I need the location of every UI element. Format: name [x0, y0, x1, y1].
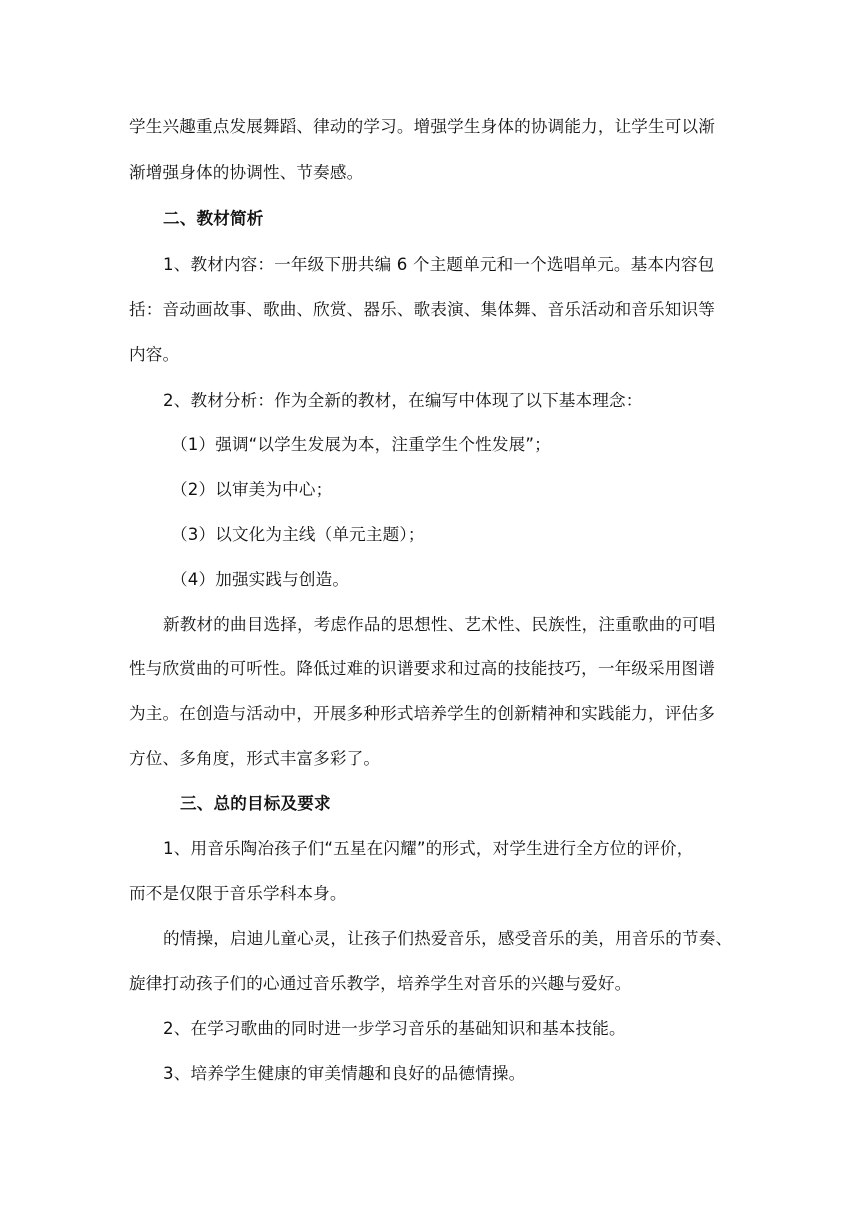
paragraph-line: 渐增强身体的协调性、节奏感。	[129, 163, 364, 182]
paragraph-line: 2、在学习歌曲的同时进一步学习音乐的基础知识和基本技能。	[163, 1019, 626, 1038]
paragraph-line: 性与欣赏曲的可听性。降低过难的识谱要求和过高的技能技巧，一年级采用图谱	[129, 659, 716, 678]
paragraph-line: 的情操，启迪儿童心灵，让孩子们热爱音乐，感受音乐的美，用音乐的节奏、	[163, 929, 733, 948]
list-item: （3）以文化为主线（单元主题）；	[171, 525, 425, 544]
paragraph-line: 新教材的曲目选择，考虑作品的思想性、艺术性、民族性，注重歌曲的可唱	[163, 615, 716, 634]
list-item: （4）加强实践与创造。	[171, 570, 350, 589]
list-item: （1）强调“以学生发展为本，注重学生个性发展”；	[171, 435, 551, 454]
paragraph-line: 1、用音乐陶冶孩子们“五星在闪耀”的形式，对学生进行全方位的评价，	[163, 839, 694, 858]
paragraph-line: 旋律打动孩子们的心通过音乐教学，培养学生对音乐的兴趣与爱好。	[129, 974, 632, 993]
paragraph-line: 方位、多角度，形式丰富多彩了。	[129, 749, 381, 768]
paragraph-line: 3、培养学生健康的审美情趣和良好的品德情操。	[163, 1064, 526, 1083]
section-heading: 二、教材简析	[163, 209, 264, 228]
list-item: （2）以审美为中心；	[171, 480, 333, 499]
section-heading: 三、总的目标及要求	[180, 794, 331, 813]
paragraph-line: 2、教材分析：作为全新的教材，在编写中体现了以下基本理念：	[163, 391, 643, 410]
paragraph-line: 而不是仅限于音乐学科本身。	[129, 884, 347, 903]
paragraph-line: 学生兴趣重点发展舞蹈、律动的学习。增强学生身体的协调能力，让学生可以渐	[129, 117, 716, 136]
paragraph-line: 内容。	[129, 345, 180, 364]
paragraph-line: 为主。在创造与活动中，开展多种形式培养学生的创新精神和实践能力，评估多	[129, 704, 716, 723]
paragraph-line: 1、教材内容：一年级下册共编 6 个主题单元和一个选唱单元。基本内容包	[163, 255, 715, 274]
paragraph-line: 括：音动画故事、歌曲、欣赏、器乐、歌表演、集体舞、音乐活动和音乐知识等	[129, 300, 716, 319]
